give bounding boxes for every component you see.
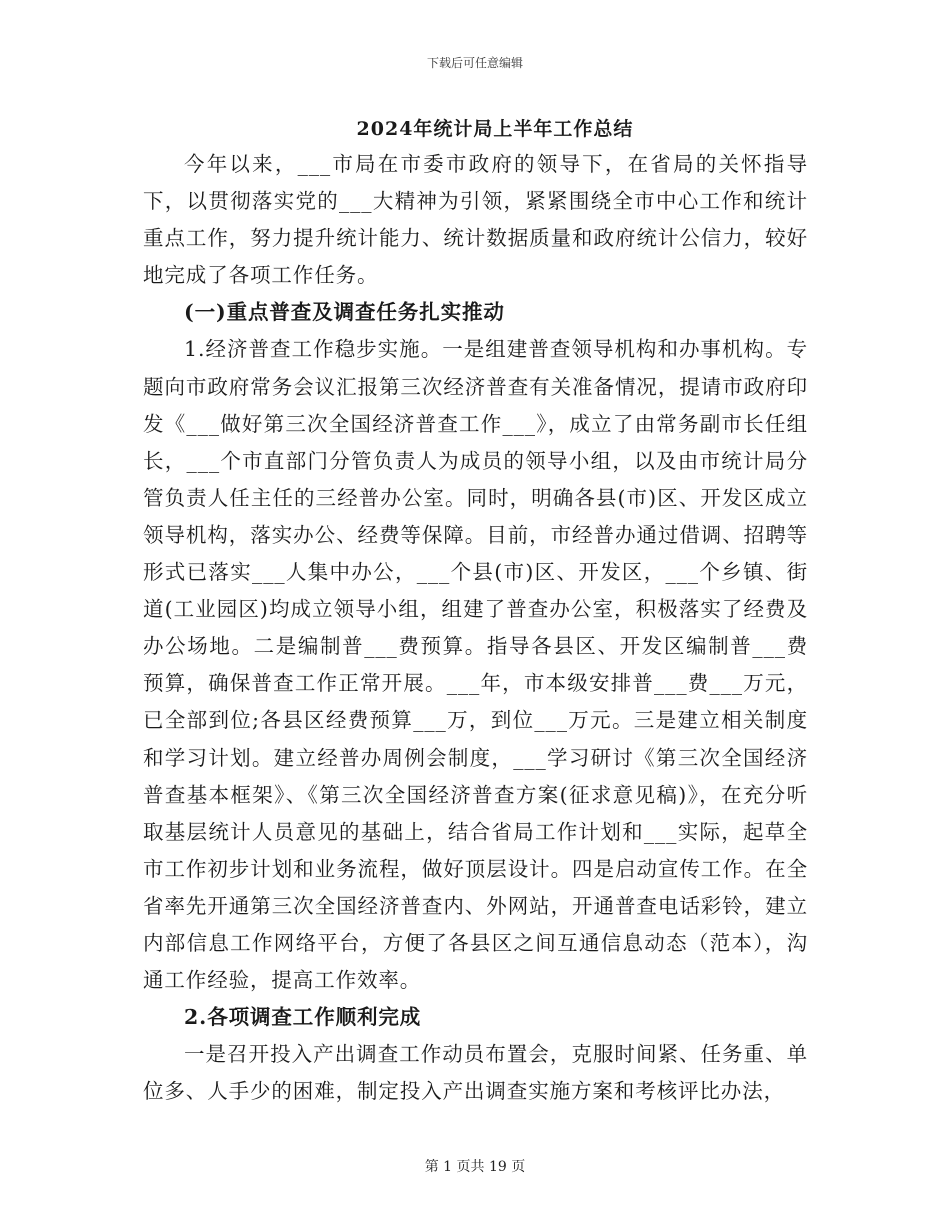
document-body — [143, 146, 808, 1110]
document-title: 2024年统计局上半年工作总结 — [356, 118, 634, 140]
body-paragraph: 一是召开投入产出调查工作动员布置会，克服时间紧、任务重、单位多、人手少的困难，制定投入产出调查实施方案和考核评比办法， — [143, 1042, 808, 1104]
header-note: 下载后可任意编辑 — [426, 56, 523, 70]
page-footer: 第 1 页共 19 页 — [424, 1159, 526, 1175]
section-heading: (一)重点普查及调查任务扎实推动 — [184, 300, 505, 325]
subsection-heading: 2.各项调查工作顺利完成 — [184, 1005, 422, 1030]
body-paragraph: 1.经济普查工作稳步实施。一是组建普查领导机构和办事机构。专题向市政府常务会议汇报第三次经济普查有关准备情况，提请市政府印发《___做好第三次全国经济普查工作___》，成立了由常务副市长任组长，___个市直部门分管负责人为成员的领导小组，以及由市统计局分管负责人任主任的三经普办公室。同时，明确各县(市)区、开发区成立领导机构，落实办公、经费等保障。目前，市经普办通过借调、招聘等形式已落实___人集中办公，___个县(市)区、开发区，___个乡镇、街道(工业园区)均成立领导小组，组建了普查办公室，积极落实了经费及办公场地。二是编制普___费预算。指导各县区、开发区编制普___费预算，确保普查工作正常开展。___年，市本级安排普___费___万元，已全部到位;各县区经费预算___万，到位___万元。三是建立相关制度和学习计划。建立经普办周例会制度，___学习研讨《第三次全国经济普查基本框架》、《第三次全国经济普查方案(征求意见稿)》，在充分听取基层统计人员意见的基础上，结合省局工作计划和___实际，起草全市工作初步计划和业务流程，做好顶层设计。四是启动宣传工作。在全省率先开通第三次全国经济普查内、外网站，开通普查电话彩铃，建立内部信息工作网络平台，方便了各县区之间互通信息动态（范本），沟通工作经验，提高工作效率。 — [143, 337, 808, 993]
intro-paragraph: 今年以来，___市局在市委市政府的领导下，在省局的关怀指导下，以贯彻落实党的___大精神为引领，紧紧围绕全市中心工作和统计重点工作，努力提升统计能力、统计数据质量和政府统计公信力，较好地完成了各项工作任务。 — [143, 152, 808, 288]
